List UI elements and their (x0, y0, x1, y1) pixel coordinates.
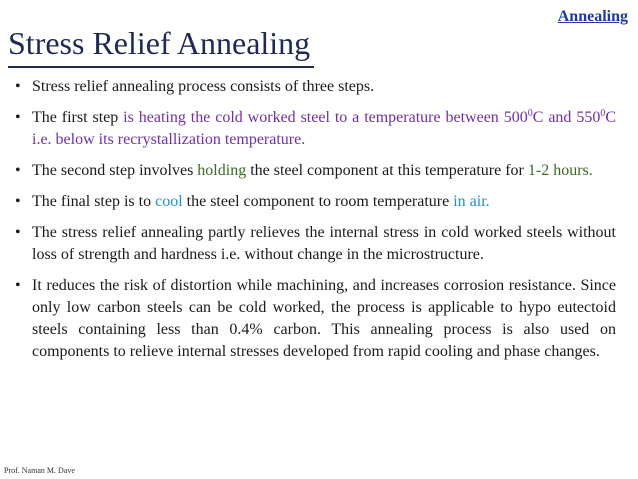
bullet-item (14, 76, 616, 98)
superscript: 0 (600, 108, 606, 119)
author-footer: Prof. Naman M. Dave (4, 466, 75, 475)
topic-tag: Annealing (557, 8, 628, 25)
bullet-text: The second step involves (32, 162, 198, 179)
bullet-item (14, 107, 616, 151)
bullet-text: The stress relief annealing partly relieves the internal stress in cold worked steels without loss of strength and hardness i.e. without change in the microstructure. (32, 224, 616, 263)
bullet-text: It reduces the risk of distortion while machining, and increases corrosion resistance. Since only low carbon steels can be cold worked, the process is applicable to hypo eutectoid steels containing less than 0.4% carbon. This annealing process is also used on components to relieve internal stresses developed from rapid cooling and phase changes. (32, 277, 616, 360)
bullet-list (14, 76, 616, 372)
bullet-text: The final step is to (32, 193, 156, 210)
bullet-text: The first step (32, 109, 124, 126)
bullet-item (14, 222, 616, 266)
highlight-text-part: C i.e. below its recrystallization temperature. (32, 109, 617, 148)
bullet-text: Stress relief annealing process consists of three steps. (32, 78, 375, 95)
highlight-text: cool (155, 193, 183, 210)
bullet-item (14, 160, 616, 182)
highlight-text-part: is heating the cold worked steel to a temperature between 500 (123, 109, 528, 126)
slide-title: Stress Relief Annealing (8, 20, 314, 68)
highlight-text-part: C and 550 (532, 109, 601, 126)
superscript: 0 (527, 108, 533, 119)
highlight-text: in air. (453, 193, 490, 210)
bullet-text: the steel component to room temperature (182, 193, 454, 210)
highlight-text: holding (197, 162, 247, 179)
bullet-item (14, 275, 616, 363)
highlight-text: 1-2 hours. (527, 162, 593, 179)
bullet-item (14, 191, 616, 213)
bullet-text: the steel component at this temperature for (246, 162, 528, 179)
